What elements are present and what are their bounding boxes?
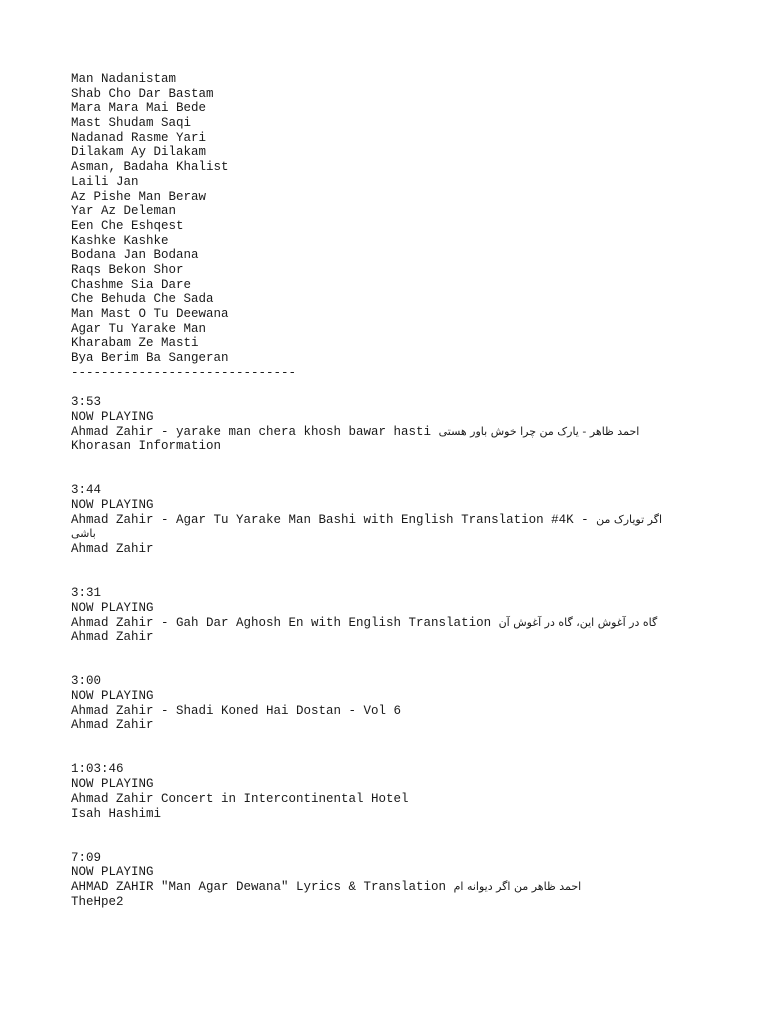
song-item: Asman, Badaha Khalist (71, 160, 229, 175)
video-duration: 3:53 (71, 395, 102, 410)
song-item: Man Nadanistam (71, 72, 177, 86)
video-title-latin: Ahmad Zahir - Agar Tu Yarake Man Bashi with English Translation #4K - (71, 512, 597, 527)
now-playing-label: NOW PLAYING (71, 865, 154, 880)
video-title-latin: Ahmad Zahir - yarake man chera khosh bawar hasti (71, 424, 432, 439)
song-item: Kashke Kashke (71, 233, 169, 248)
song-item: Agar Tu Yarake Man (71, 321, 207, 336)
song-item: Shab Cho Dar Bastam (71, 86, 214, 101)
video-title-latin: AHMAD ZAHIR "Man Agar Dewana" Lyrics & Translation (71, 879, 447, 894)
video-duration: 7:09 (71, 850, 102, 865)
song-item: Kharabam Ze Masti (71, 336, 199, 351)
document-page (71, 72, 686, 909)
song-item: Bya Berim Ba Sangeran (71, 351, 229, 366)
video-duration: 3:00 (71, 674, 102, 689)
video-entry[interactable] (71, 762, 686, 821)
channel-name[interactable]: Khorasan Information (71, 439, 222, 454)
channel-name[interactable]: TheHpe2 (71, 894, 124, 909)
song-item: Bodana Jan Bodana (71, 248, 199, 263)
separator-line: ------------------------------ (71, 365, 297, 380)
song-item: Mast Shudam Saqi (71, 116, 192, 131)
now-playing-label: NOW PLAYING (71, 409, 154, 424)
video-title-latin: Ahmad Zahir Concert in Intercontinental Hotel (71, 791, 409, 806)
song-item: Chashme Sia Dare (71, 277, 192, 292)
video-duration: 3:44 (71, 483, 102, 498)
video-title[interactable] (71, 792, 686, 807)
song-item: Raqs Bekon Shor (71, 262, 184, 277)
song-item: Che Behuda Che Sada (71, 292, 214, 307)
now-playing-label: NOW PLAYING (71, 600, 154, 615)
video-title[interactable] (71, 704, 686, 719)
video-title[interactable] (71, 616, 686, 631)
now-playing-label: NOW PLAYING (71, 497, 154, 512)
video-entry[interactable] (71, 586, 686, 645)
video-title[interactable] (71, 513, 686, 542)
song-list (71, 72, 686, 366)
video-entry[interactable] (71, 674, 686, 733)
video-entry[interactable] (71, 395, 686, 454)
song-item: Dilakam Ay Dilakam (71, 145, 207, 160)
song-item: Een Che Eshqest (71, 218, 184, 233)
channel-name[interactable]: Ahmad Zahir (71, 630, 154, 645)
video-title-persian: احمد ظاهر من اگر دیوانه ام (453, 879, 582, 893)
video-duration: 1:03:46 (71, 762, 124, 777)
video-entry[interactable] (71, 483, 686, 556)
video-title-persian: گاه در آغوش این، گاه در آغوش آن (498, 615, 658, 629)
channel-name[interactable]: Ahmad Zahir (71, 542, 154, 557)
video-title[interactable] (71, 880, 686, 895)
channel-name[interactable]: Isah Hashimi (71, 806, 162, 821)
song-item: Mara Mara Mai Bede (71, 101, 207, 116)
video-title[interactable] (71, 425, 686, 440)
song-item: Nadanad Rasme Yari (71, 130, 207, 145)
song-item: Laili Jan (71, 174, 139, 189)
now-playing-label: NOW PLAYING (71, 777, 154, 792)
song-item: Az Pishe Man Beraw (71, 189, 207, 204)
video-title-latin: Ahmad Zahir - Gah Dar Aghosh En with English Translation (71, 615, 492, 630)
channel-name[interactable]: Ahmad Zahir (71, 718, 154, 733)
video-title-persian: اگر تویارک من باشی (71, 512, 663, 541)
now-playing-label: NOW PLAYING (71, 688, 154, 703)
song-item: Man Mast O Tu Deewana (71, 307, 229, 321)
video-entry[interactable] (71, 851, 686, 910)
song-item: Yar Az Deleman (71, 204, 177, 219)
video-title-latin: Ahmad Zahir - Shadi Koned Hai Dostan - Vol 6 (71, 703, 402, 718)
video-title-persian: احمد ظاهر - یارک من چرا خوش باور هستی (438, 424, 640, 438)
video-duration: 3:31 (71, 586, 102, 601)
